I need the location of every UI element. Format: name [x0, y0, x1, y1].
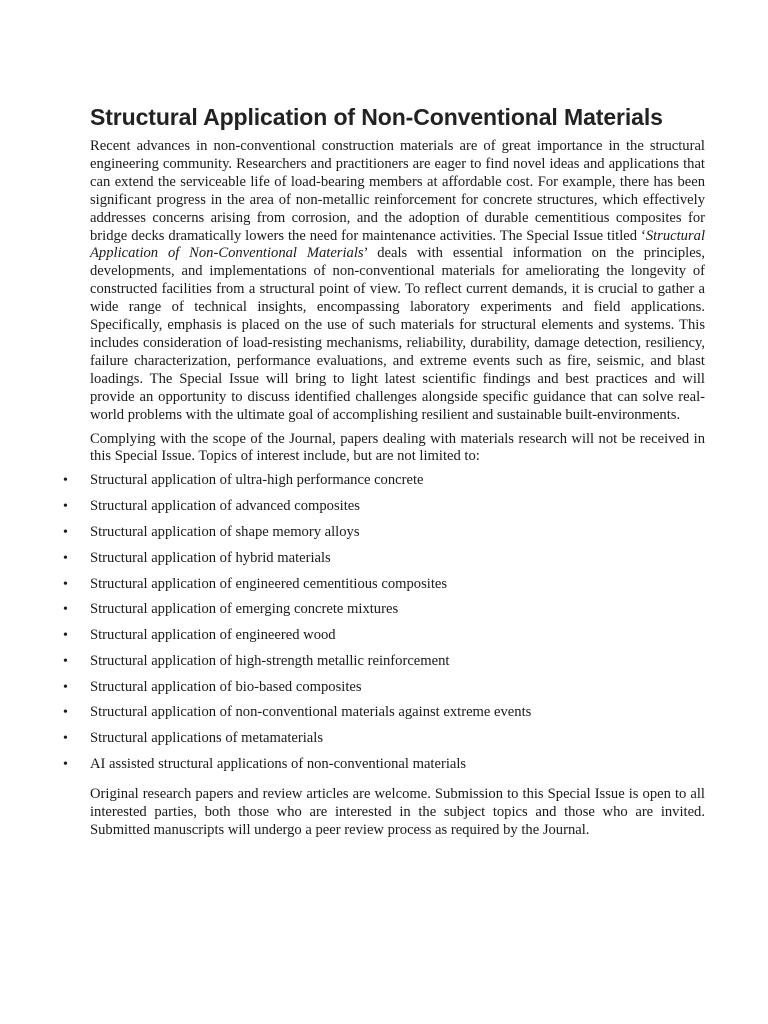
- topics-list: [63, 472, 705, 782]
- list-item: [63, 498, 705, 524]
- bullet-icon: •: [63, 499, 68, 515]
- bullet-icon: •: [63, 473, 68, 489]
- document-page: [63, 102, 705, 846]
- list-item: [63, 601, 705, 627]
- topic-text: Structural application of hybrid materials: [90, 549, 331, 566]
- list-item: [63, 472, 705, 498]
- topic-text: AI assisted structural applications of non-conventional materials: [90, 756, 467, 773]
- special-issue-title: Structural Application of Non-Conventional Materials: [90, 227, 705, 262]
- topic-text: Structural applications of metamaterials: [90, 730, 324, 747]
- bullet-icon: •: [63, 705, 68, 721]
- bullet-icon: •: [63, 757, 68, 773]
- list-item: [63, 678, 705, 705]
- bullet-icon: •: [63, 576, 68, 592]
- list-item: [63, 523, 705, 550]
- bullet-icon: •: [63, 653, 68, 669]
- list-item: [63, 730, 705, 756]
- topic-text: Structural application of shape memory alloys: [90, 523, 360, 540]
- bullet-icon: •: [63, 679, 68, 695]
- topic-text: Structural application of advanced composites: [90, 498, 360, 515]
- list-item: [63, 549, 705, 576]
- bullet-icon: •: [63, 550, 68, 566]
- bullet-icon: •: [63, 602, 68, 618]
- list-item: [63, 575, 705, 602]
- topic-text: Structural application of engineered wood: [90, 627, 336, 644]
- intro-text-end: ’ deals with essential information on the principles, developments, and implementations of non-conventional materials for ameliorating the longevity of constructed facilities from a structural point of view. To reflect current demands, it is crucial to gather a wide range of technical insights, encompassing laboratory experiments and field applications. Specifically, emphasis is placed on the use of such materials for structural elements and systems. This includes consideration of load-resisting mechanisms, reliability, durability, damage detection, resiliency, failure characterization, performance evaluations, and extreme events such as fire, seismic, and blast loadings. The Special Issue will bring to light latest scientific findings and best practices and will provide an opportunity to discuss identified challenges alongside specific guidance that can solve real-world problems with the ultimate goal of accomplishing resilient and sustainable built-environments.: [90, 245, 705, 423]
- topic-text: Structural application of ultra-high performance concrete: [90, 472, 424, 489]
- intro-paragraph: [90, 138, 705, 425]
- list-item: [63, 652, 705, 679]
- page-title: Structural Application of Non-Conventional Materials: [90, 104, 663, 130]
- topic-text: Structural application of high-strength metallic reinforcement: [90, 652, 450, 669]
- closing-paragraph: Original research papers and review articles are welcome. Submission to this Special Issue is open to all interested parties, both those who are interested in the subject topics and those who are invited. Submitted manuscripts will undergo a peer review process as required by the Journal.: [90, 785, 705, 838]
- list-item: [63, 756, 705, 782]
- bullet-icon: •: [63, 731, 68, 747]
- topic-text: Structural application of engineered cementitious composites: [90, 575, 448, 592]
- intro-text-start: Recent advances in non-conventional construction materials are of great importance in the structural engineering community. Researchers and practitioners are eager to find novel ideas and applications that can extend the serviceable life of load-bearing members at affordable cost. For example, there has been significant progress in the area of non-metallic reinforcement for concrete structures, which effectively addresses concerns arising from corrosion, and the adoption of durable cementitious composites for bridge decks dramatically lowers the need for maintenance activities. The Special Issue titled ‘: [90, 138, 705, 244]
- list-item: [63, 627, 705, 653]
- list-item: [63, 704, 705, 730]
- bullet-icon: •: [63, 524, 68, 540]
- topic-text: Structural application of bio-based composites: [90, 678, 362, 695]
- topic-text: Structural application of emerging concrete mixtures: [90, 601, 399, 618]
- bullet-icon: •: [63, 628, 68, 644]
- topic-text: Structural application of non-conventional materials against extreme events: [90, 704, 532, 721]
- scope-paragraph: Complying with the scope of the Journal, papers dealing with materials research will not be received in this Special Issue. Topics of interest include, but are not limited to:: [90, 430, 705, 465]
